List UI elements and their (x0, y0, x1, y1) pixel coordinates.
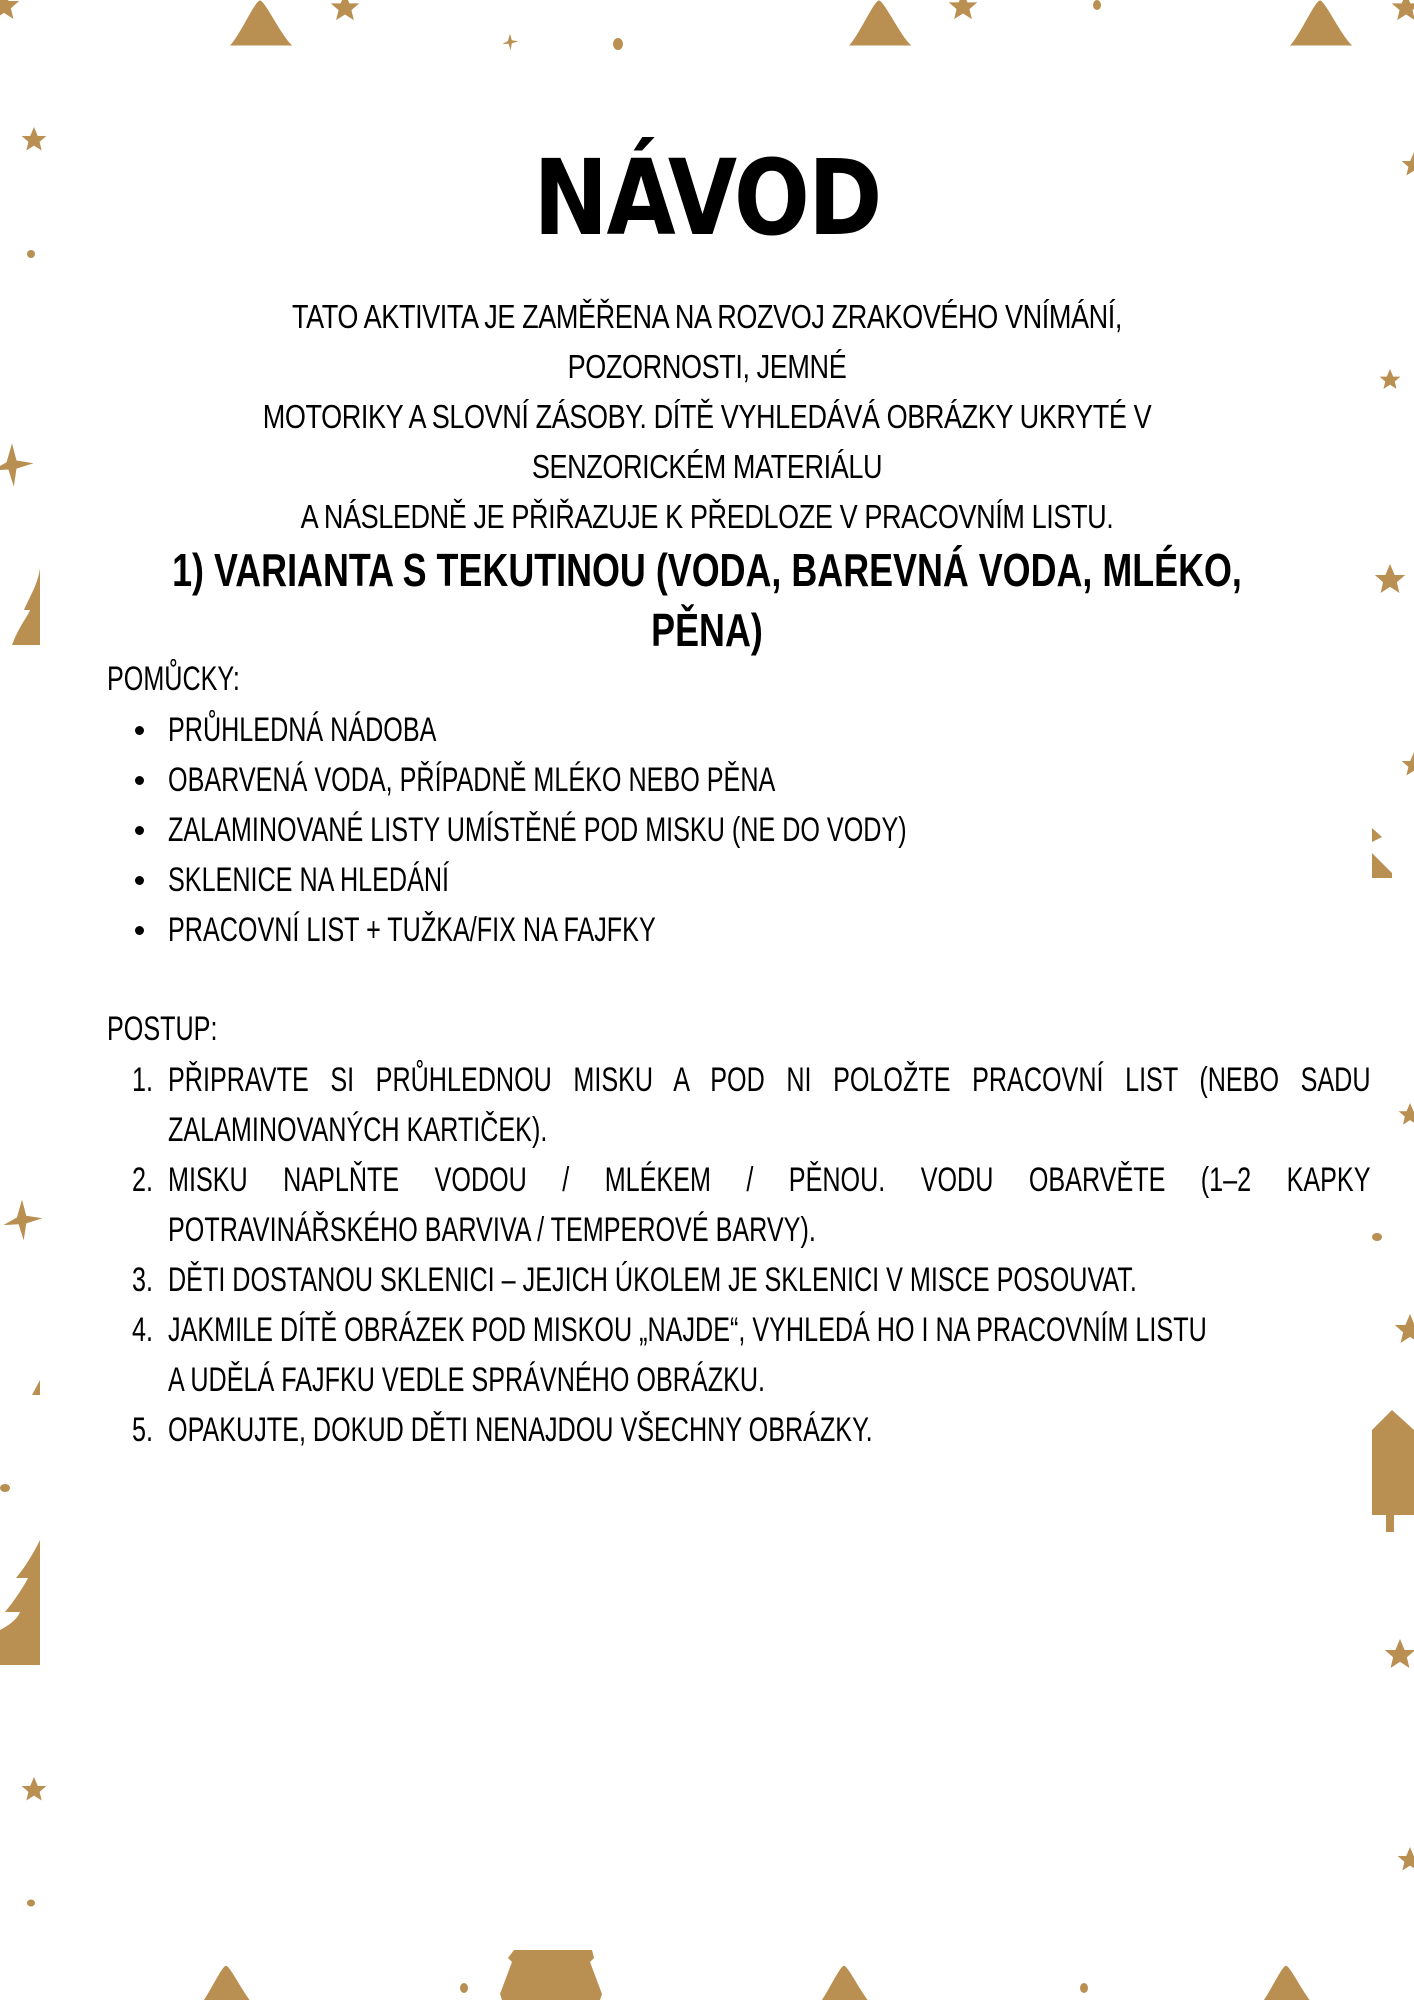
step-text-line: ZALAMINOVANÝCH KARTIČEK). (168, 1111, 548, 1149)
christmas-tree-icon (0, 1540, 40, 1665)
page-title: NÁVOD (533, 137, 881, 259)
star-icon (1392, 0, 1414, 20)
christmas-tree-icon (818, 1966, 873, 2000)
tools-label: POMŮCKY: (107, 660, 240, 698)
dot-icon (613, 38, 623, 50)
step-number: 1. (132, 1061, 153, 1099)
step-text-line: OPAKUJTE, DOKUD DĚTI NENAJDOU VŠECHNY OBRÁZKY. (168, 1411, 873, 1449)
tool-item-text: OBARVENÁ VODA, PŘÍPADNĚ MLÉKO NEBO PĚNA (168, 761, 776, 799)
christmas-tree-icon (230, 1, 293, 46)
star-icon (502, 34, 518, 51)
step-number: 2. (132, 1161, 153, 1199)
christmas-tree-icon (1372, 853, 1392, 878)
tool-item-text: ZALAMINOVANÉ LISTY UMÍSTĚNÉ POD MISKU (NE DO VODY) (168, 811, 907, 849)
step-text-line: PŘIPRAVTE SI PRŮHLEDNOU MISKU A POD NI POLOŽTE PRACOVNÍ LIST (NEBO SADU (168, 1061, 1371, 1099)
tool-item-text: PRŮHLEDNÁ NÁDOBA (168, 711, 437, 749)
christmas-tree-icon (32, 1380, 40, 1395)
bullet-icon (135, 826, 144, 835)
list-item (130, 755, 1166, 805)
dot-icon (1372, 1233, 1382, 1241)
step-number: 5. (132, 1411, 153, 1449)
christmas-tree-icon (849, 1, 912, 46)
dot-icon (27, 1900, 35, 1907)
star-icon (0, 443, 34, 486)
star-icon (1380, 369, 1401, 389)
tools-list (130, 705, 1166, 955)
procedure-step (132, 1055, 1371, 1155)
procedure-step (132, 1255, 1312, 1305)
star-icon (0, 0, 19, 19)
variant-heading: 1) VARIANTA S TEKUTINOU (VODA, BAREVNÁ VODA, MLÉKO, PĚNA) (172, 544, 1242, 656)
star-icon (1399, 1103, 1414, 1125)
dot-icon (0, 1484, 10, 1492)
list-item (130, 705, 1166, 755)
step-text-line: MISKU NAPLŇTE VODOU / MLÉKEM / PĚNOU. VODU OBARVĚTE (1–2 KAPKY (168, 1161, 1371, 1199)
star-icon (22, 127, 47, 151)
christmas-tree-icon (12, 568, 40, 645)
step-number: 4. (132, 1311, 153, 1349)
christmas-tree-icon (1260, 1966, 1315, 2000)
intro-line: TATO AKTIVITA JE ZAMĚŘENA NA ROZVOJ ZRAKOVÉHO VNÍMÁNÍ, POZORNOSTI, JEMNÉ (292, 298, 1122, 385)
dot-icon (27, 250, 35, 258)
step-text-line: A UDĚLÁ FAJFKU VEDLE SPRÁVNÉHO OBRÁZKU. (168, 1361, 766, 1399)
star-icon (1402, 152, 1414, 176)
list-item (130, 905, 1166, 955)
tool-item-text: SKLENICE NA HLEDÁNÍ (168, 861, 450, 899)
dot-icon (1080, 1983, 1088, 1993)
star-icon (1398, 1847, 1414, 1871)
star-icon (1375, 564, 1405, 593)
bullet-icon (135, 726, 144, 735)
bullet-icon (135, 926, 144, 935)
step-text-line: POTRAVINÁŘSKÉHO BARVIVA / TEMPEROVÉ BARVY). (168, 1211, 816, 1249)
list-item (130, 855, 1166, 905)
procedure-step (132, 1155, 1371, 1255)
procedure-list (132, 1055, 1371, 1455)
list-item (130, 805, 1166, 855)
procedure-step (132, 1405, 1312, 1455)
star-icon (331, 0, 360, 20)
step-text-line: DĚTI DOSTANOU SKLENICI – JEJICH ÚKOLEM JE SKLENICI V MISCE POSOUVAT. (168, 1261, 1137, 1299)
procedure-step (132, 1305, 1312, 1405)
bullet-icon (135, 876, 144, 885)
intro-paragraph (209, 292, 1204, 542)
christmas-tree-icon (200, 1966, 255, 2000)
dot-icon (1093, 0, 1101, 10)
star-icon (22, 1777, 47, 1801)
intro-line: A NÁSLEDNĚ JE PŘIŘAZUJE K PŘEDLOZE V PRACOVNÍM LISTU. (300, 498, 1114, 535)
procedure-label: POSTUP: (107, 1010, 218, 1048)
christmas-tree-icon (1290, 1, 1353, 46)
star-icon (3, 1200, 42, 1241)
step-number: 3. (132, 1261, 153, 1299)
tool-item-text: PRACOVNÍ LIST + TUŽKA/FIX NA FAJFKY (168, 911, 656, 949)
dot-icon (460, 1983, 468, 1993)
bullet-icon (135, 776, 144, 785)
star-icon (1385, 1639, 1414, 1668)
christmas-tree-icon (1372, 828, 1382, 842)
star-icon (949, 0, 978, 19)
star-icon (1402, 752, 1414, 776)
christmas-tree-icon (1372, 1410, 1414, 1532)
step-text-line: JAKMILE DÍTĚ OBRÁZEK POD MISKOU „NAJDE“, VYHLEDÁ HO I NA PRACOVNÍM LISTU (168, 1311, 1207, 1349)
intro-line: MOTORIKY A SLOVNÍ ZÁSOBY. DÍTĚ VYHLEDÁVÁ OBRÁZKY UKRYTÉ V SENZORICKÉM MATERIÁLU (262, 398, 1152, 485)
christmas-tree-icon (500, 1950, 602, 2000)
star-icon (1395, 1314, 1414, 1343)
